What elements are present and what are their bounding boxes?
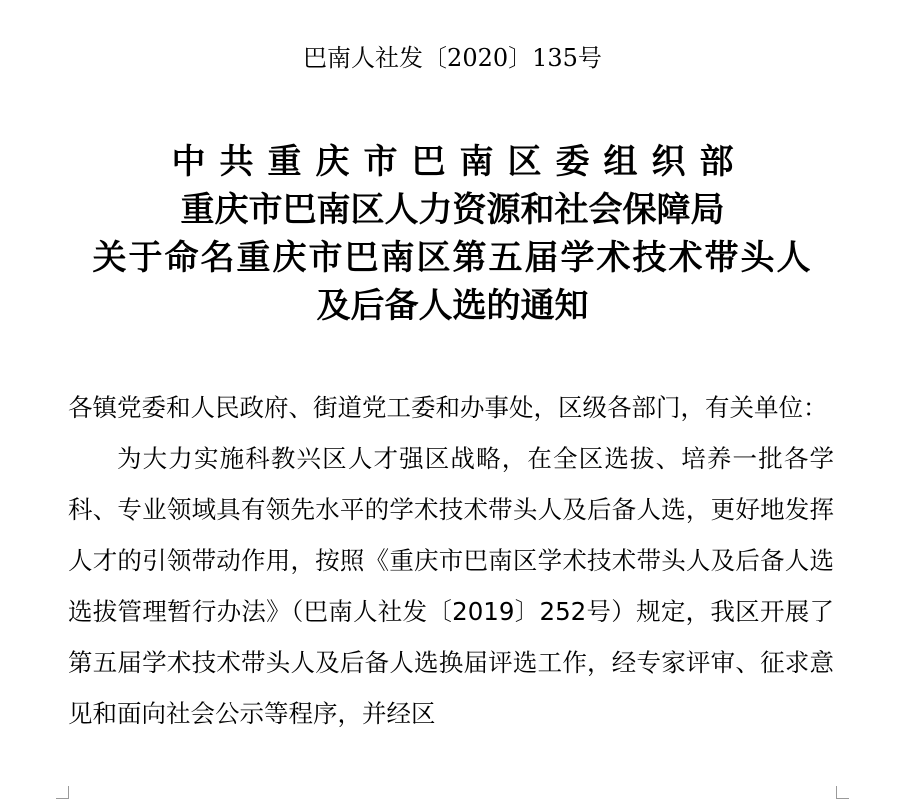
title-line-subject-2: 及后备人选的通知	[316, 286, 589, 326]
crop-mark-left	[56, 786, 69, 799]
crop-mark-right	[836, 786, 849, 799]
document-number: 巴南人社发〔2020〕135号	[303, 44, 602, 72]
title-line-issuer-1: 中共重庆市巴南区委组织部	[171, 142, 748, 182]
body-paragraph: 为大力实施科教兴区人才强区战略，在全区选拔、培养一批各学科、专业领域具有领先水平的学术技术带头人及后备人选，更好地发挥人才的引领带动作用，按照《重庆市巴南区学术技术带头人及后备人选选拔管理暂行办法》（巴南人社发〔2019〕252号）规定，我区开展了第五届学术技术带头人及后备人选换届评选工作，经专家评审、征求意见和面向社会公示等程序，并经区	[68, 444, 834, 728]
title-line-subject-1: 关于命名重庆市巴南区第五届学术技术带头人	[92, 238, 813, 278]
title-line-issuer-2: 重庆市巴南区人力资源和社会保障局	[180, 190, 725, 230]
addressee-paragraph: 各镇党委和人民政府、街道党工委和办事处，区级各部门，有关单位：	[68, 393, 828, 422]
document-body	[68, 382, 834, 739]
document-title	[0, 138, 905, 330]
